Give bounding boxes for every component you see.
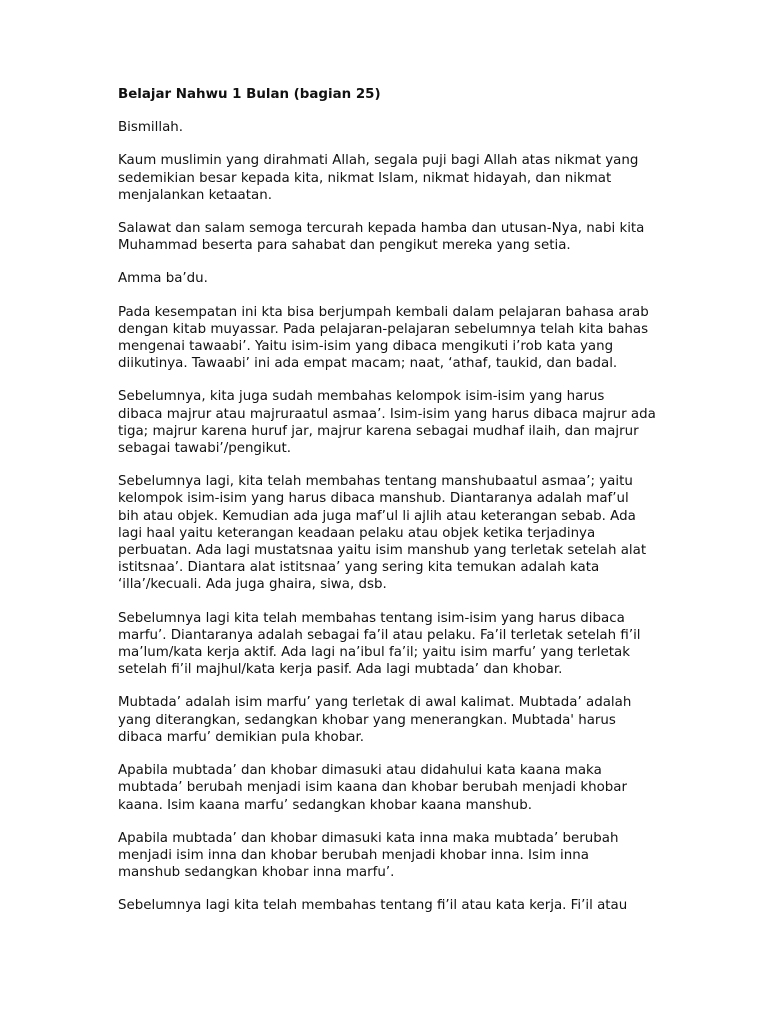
paragraph-line: perbuatan. Ada lagi mustatsnaa yaitu isim manshub yang terletak setelah alat <box>118 543 647 559</box>
paragraph-line: marfu’. Diantaranya adalah sebagai fa’il atau pelaku. Fa’il terletak setelah fi’il <box>118 627 641 643</box>
paragraph-line: Salawat dan salam semoga tercurah kepada hamba dan utusan-Nya, nabi kita <box>118 221 645 237</box>
paragraph-line: menjalankan ketaatan. <box>118 187 272 203</box>
paragraph-line: kelompok isim-isim yang harus dibaca manshub. Diantaranya adalah maf’ul <box>118 491 629 507</box>
paragraph-line: dengan kitab muyassar. Pada pelajaran-pelajaran sebelumnya telah kita bahas <box>118 321 649 337</box>
paragraph-line: ma’lum/kata kerja aktif. Ada lagi na’ibul fa’il; yaitu isim marfu’ yang terletak <box>118 645 630 661</box>
paragraph <box>118 473 658 593</box>
paragraph-line: ‘illa’/kecuali. Ada juga ghaira, siwa, dsb. <box>118 577 387 593</box>
document-page <box>118 86 658 931</box>
paragraph-line: Mubtada’ adalah isim marfu’ yang terletak di awal kalimat. Mubtada’ adalah <box>118 695 632 711</box>
paragraph <box>118 119 658 136</box>
paragraph-line: yang diterangkan, sedangkan khobar yang menerangkan. Mubtada' harus <box>118 712 616 728</box>
paragraph-line: dibaca marfu’ demikian pula khobar. <box>118 729 364 745</box>
paragraph <box>118 762 658 814</box>
paragraph-line: dibaca majrur atau majruraatul asmaa’. Isim-isim yang harus dibaca majrur ada <box>118 406 656 422</box>
paragraph-line: setelah fi’il majhul/kata kerja pasif. Ada lagi mubtada’ dan khobar. <box>118 662 563 678</box>
paragraph-line: menjadi isim inna dan khobar berubah menjadi khobar inna. Isim inna <box>118 847 589 863</box>
paragraph-line: mengenai tawaabi’. Yaitu isim-isim yang dibaca mengikuti i’rob kata yang <box>118 339 614 355</box>
paragraph-line: Apabila mubtada’ dan khobar dimasuki atau didahului kata kaana maka <box>118 763 602 779</box>
paragraph <box>118 388 658 457</box>
paragraph-line: Sebelumnya lagi, kita telah membahas tentang manshubaatul asmaa’; yaitu <box>118 474 633 490</box>
paragraph-line: sebagai tawabi’/pengikut. <box>118 441 291 457</box>
paragraph-line: sedemikian besar kepada kita, nikmat Islam, nikmat hidayah, dan nikmat <box>118 170 612 186</box>
paragraph-line: manshub sedangkan khobar inna marfu’. <box>118 865 395 881</box>
paragraph-line: lagi haal yaitu keterangan keadaan pelaku atau objek ketika terjadinya <box>118 525 596 541</box>
paragraph <box>118 270 658 287</box>
document-body <box>118 119 658 914</box>
paragraph-line: bih atau objek. Kemudian ada juga maf’ul li ajlih atau keterangan sebab. Ada <box>118 508 636 524</box>
paragraph-line: diikutinya. Tawaabi’ ini ada empat macam; naat, ‘athaf, taukid, dan badal. <box>118 356 618 372</box>
paragraph-line: Sebelumnya lagi kita telah membahas tentang fi’il atau kata kerja. Fi’il atau <box>118 898 628 914</box>
paragraph <box>118 220 658 254</box>
document-title: Belajar Nahwu 1 Bulan (bagian 25) <box>118 87 381 102</box>
paragraph-line: Muhammad beserta para sahabat dan pengikut mereka yang setia. <box>118 238 571 254</box>
paragraph <box>118 694 658 746</box>
paragraph-line: Sebelumnya, kita juga sudah membahas kelompok isim-isim yang harus <box>118 389 605 405</box>
paragraph <box>118 897 658 914</box>
paragraph <box>118 610 658 679</box>
paragraph-line: Apabila mubtada’ dan khobar dimasuki kata inna maka mubtada’ berubah <box>118 830 619 846</box>
paragraph <box>118 304 658 373</box>
paragraph-line: Sebelumnya lagi kita telah membahas tentang isim-isim yang harus dibaca <box>118 610 625 626</box>
paragraph-line: kaana. Isim kaana marfu’ sedangkan khobar kaana manshub. <box>118 797 533 813</box>
paragraph <box>118 152 658 204</box>
paragraph-line: tiga; majrur karena huruf jar, majrur karena sebagai mudhaf ilaih, dan majrur <box>118 423 639 439</box>
paragraph-line: mubtada’ berubah menjadi isim kaana dan khobar berubah menjadi khobar <box>118 780 628 796</box>
paragraph-line: Amma ba’du. <box>118 271 208 287</box>
paragraph-line: Bismillah. <box>118 120 184 136</box>
paragraph-line: Pada kesempatan ini kta bisa berjumpah kembali dalam pelajaran bahasa arab <box>118 304 649 320</box>
paragraph <box>118 830 658 882</box>
paragraph-line: istitsnaa’. Diantara alat istitsnaa’ yang sering kita temukan adalah kata <box>118 560 600 576</box>
paragraph-line: Kaum muslimin yang dirahmati Allah, segala puji bagi Allah atas nikmat yang <box>118 153 639 169</box>
